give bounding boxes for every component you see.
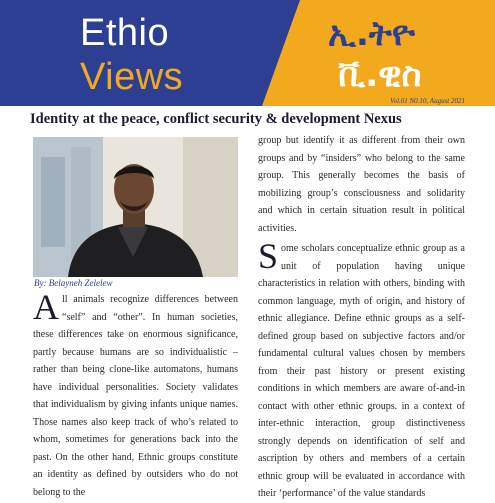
issue-info: Vol.01 N0.10, August 2021 [390,97,465,105]
right-paragraph-2-text: ome scholars conceptualize ethnic group as a unit of population having unique characteristics in relation with others, binding with common language, myth of origin, and history of ethnic allegiance. Define ethnic groups as a self-defined group based on subjective factors and/or fundamental cultural values chosen by members from their past history or present existing conditions in which members are aware of-and-in contact with other ethnic groups. in a context of inter-ethnic interaction, group distinctiveness strongly depends on identification of self and ascription by others and members of a certain ethnic group will be evaluated in accordance with their ‘performance’ of the value standards [258,243,465,499]
right-column [258,132,465,503]
left-paragraph-text: ll animals recognize differences between “self” and “other”. In human societies, these differences take on enormous significance, partly because humans are so individualistic – rather than being clone-like automatons, humans have individual personalities. Society validates that individualism by giving infants unique names. Those names also keep track of who’s related to whom, sometimes for generations back into the past. On the other hand, Ethnic groups constitute an identity as defined by outsiders who do not belong to the [33,294,238,498]
author-photo [33,137,238,277]
left-column [33,287,238,501]
right-paragraph-2 [258,236,465,503]
right-paragraph-1: group but identify it as different from their own groups and by “insiders” who belong to the same group. This generally becomes the basis of mobilizing group’s consciousness and solidarity and which in certain situation result in political activities. [258,135,465,234]
title-views: Views [80,56,184,98]
title-ethio: Ethio [80,12,170,54]
title-amharic-views: ቪ.ዊስ [338,55,422,95]
byline: By: Belayneh Zelelew [34,278,113,288]
article-headline: Identity at the peace, conflict security & development Nexus [30,111,402,127]
drop-cap-a: A [33,287,59,327]
left-paragraph [33,287,238,501]
drop-cap-s: S [258,236,279,276]
title-amharic-ethio: ኢ.ትዮ [328,14,415,54]
masthead [0,0,495,106]
